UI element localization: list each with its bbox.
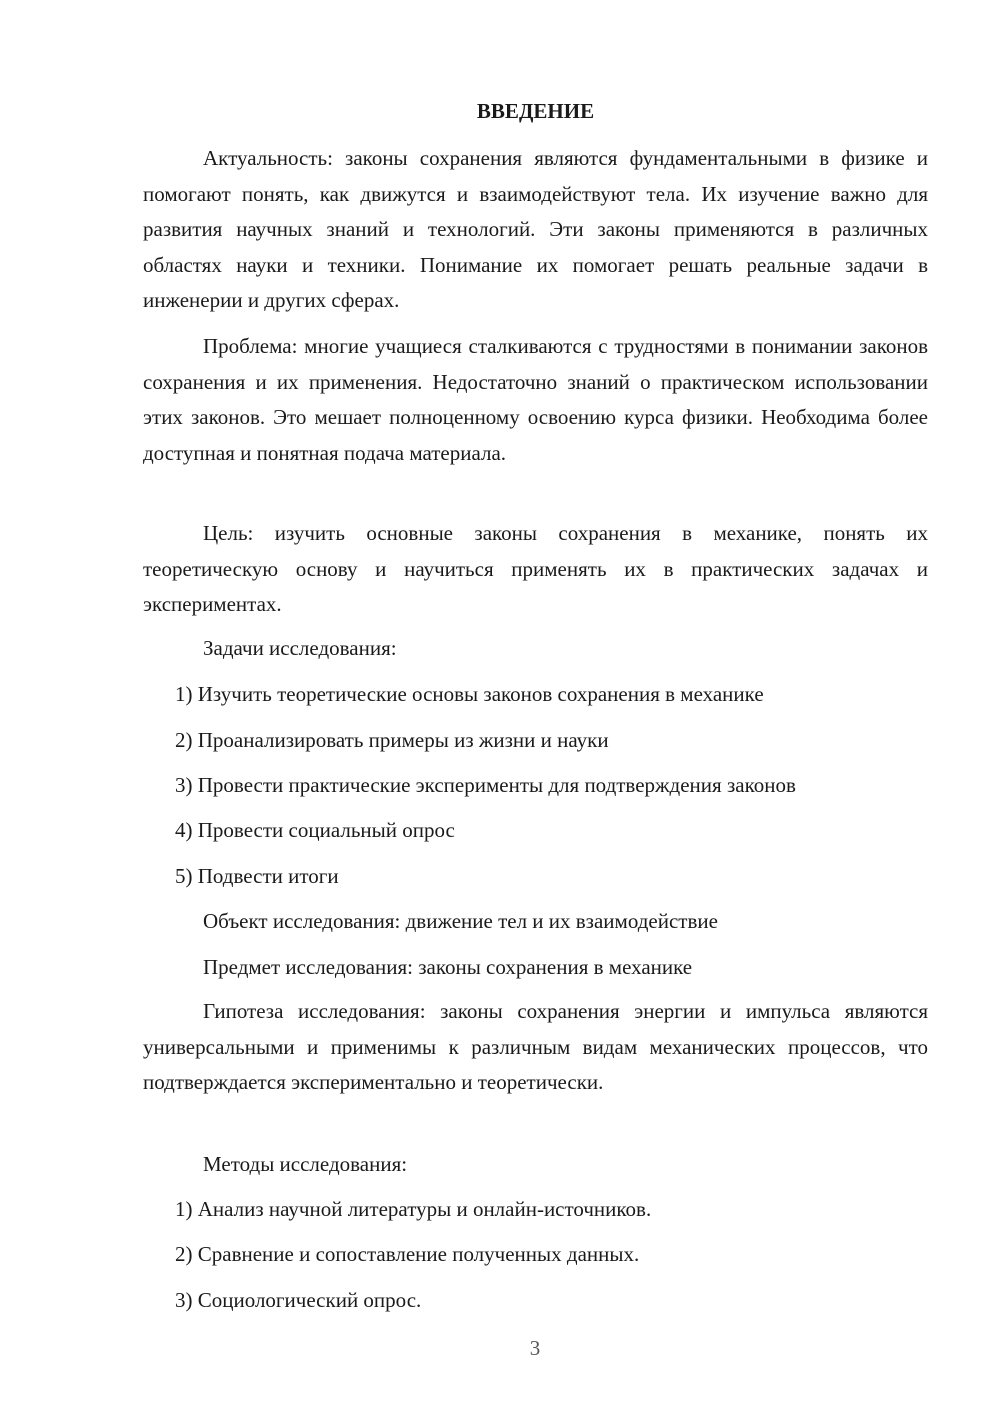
methods-heading: Методы исследования: [203, 1152, 408, 1176]
task-item-3: 3) Провести практические эксперименты для подтверждения законов [175, 773, 796, 797]
task-item-2: 2) Проанализировать примеры из жизни и науки [175, 728, 609, 752]
method-item-3: 3) Социологический опрос. [175, 1288, 422, 1312]
hypothesis-paragraph: Гипотеза исследования: законы сохранения энергии и импульса являются универсальными и применимы к различным видам механических процессов, что подтверждается экспериментально и теоретически. [143, 999, 928, 1094]
method-item-2: 2) Сравнение и сопоставление полученных данных. [175, 1242, 640, 1266]
goal-paragraph: Цель: изучить основные законы сохранения в механике, понять их теоретическую основу и научиться применять их в практических задачах и экспериментах. [143, 521, 928, 616]
task-item-5: 5) Подвести итоги [175, 864, 339, 888]
object-line: Объект исследования: движение тел и их взаимодействие [203, 909, 718, 933]
task-item-1: 1) Изучить теоретические основы законов сохранения в механике [175, 682, 764, 706]
relevance-paragraph: Актуальность: законы сохранения являются фундаментальными в физике и помогают понять, как движутся и взаимодействуют тела. Их изучение важно для развития научных знаний и технологий. Эти законы применяются в различных областях науки и техники. Понимание их помогает решать реальные задачи в инженерии и других сферах. [143, 146, 928, 312]
subject-line: Предмет исследования: законы сохранения в механике [203, 955, 693, 979]
problem-paragraph: Проблема: многие учащиеся сталкиваются с трудностями в понимании законов сохранения и их применения. Недостаточно знаний о практическом использовании этих законов. Это мешает полноценному освоению курса физики. Необходима более доступная и понятная подача материала. [143, 334, 928, 465]
tasks-heading: Задачи исследования: [203, 636, 397, 660]
method-item-1: 1) Анализ научной литературы и онлайн-источников. [175, 1197, 652, 1221]
page-number: 3 [529, 1336, 541, 1360]
section-title: ВВЕДЕНИЕ [476, 99, 595, 123]
task-item-4: 4) Провести социальный опрос [175, 818, 455, 842]
